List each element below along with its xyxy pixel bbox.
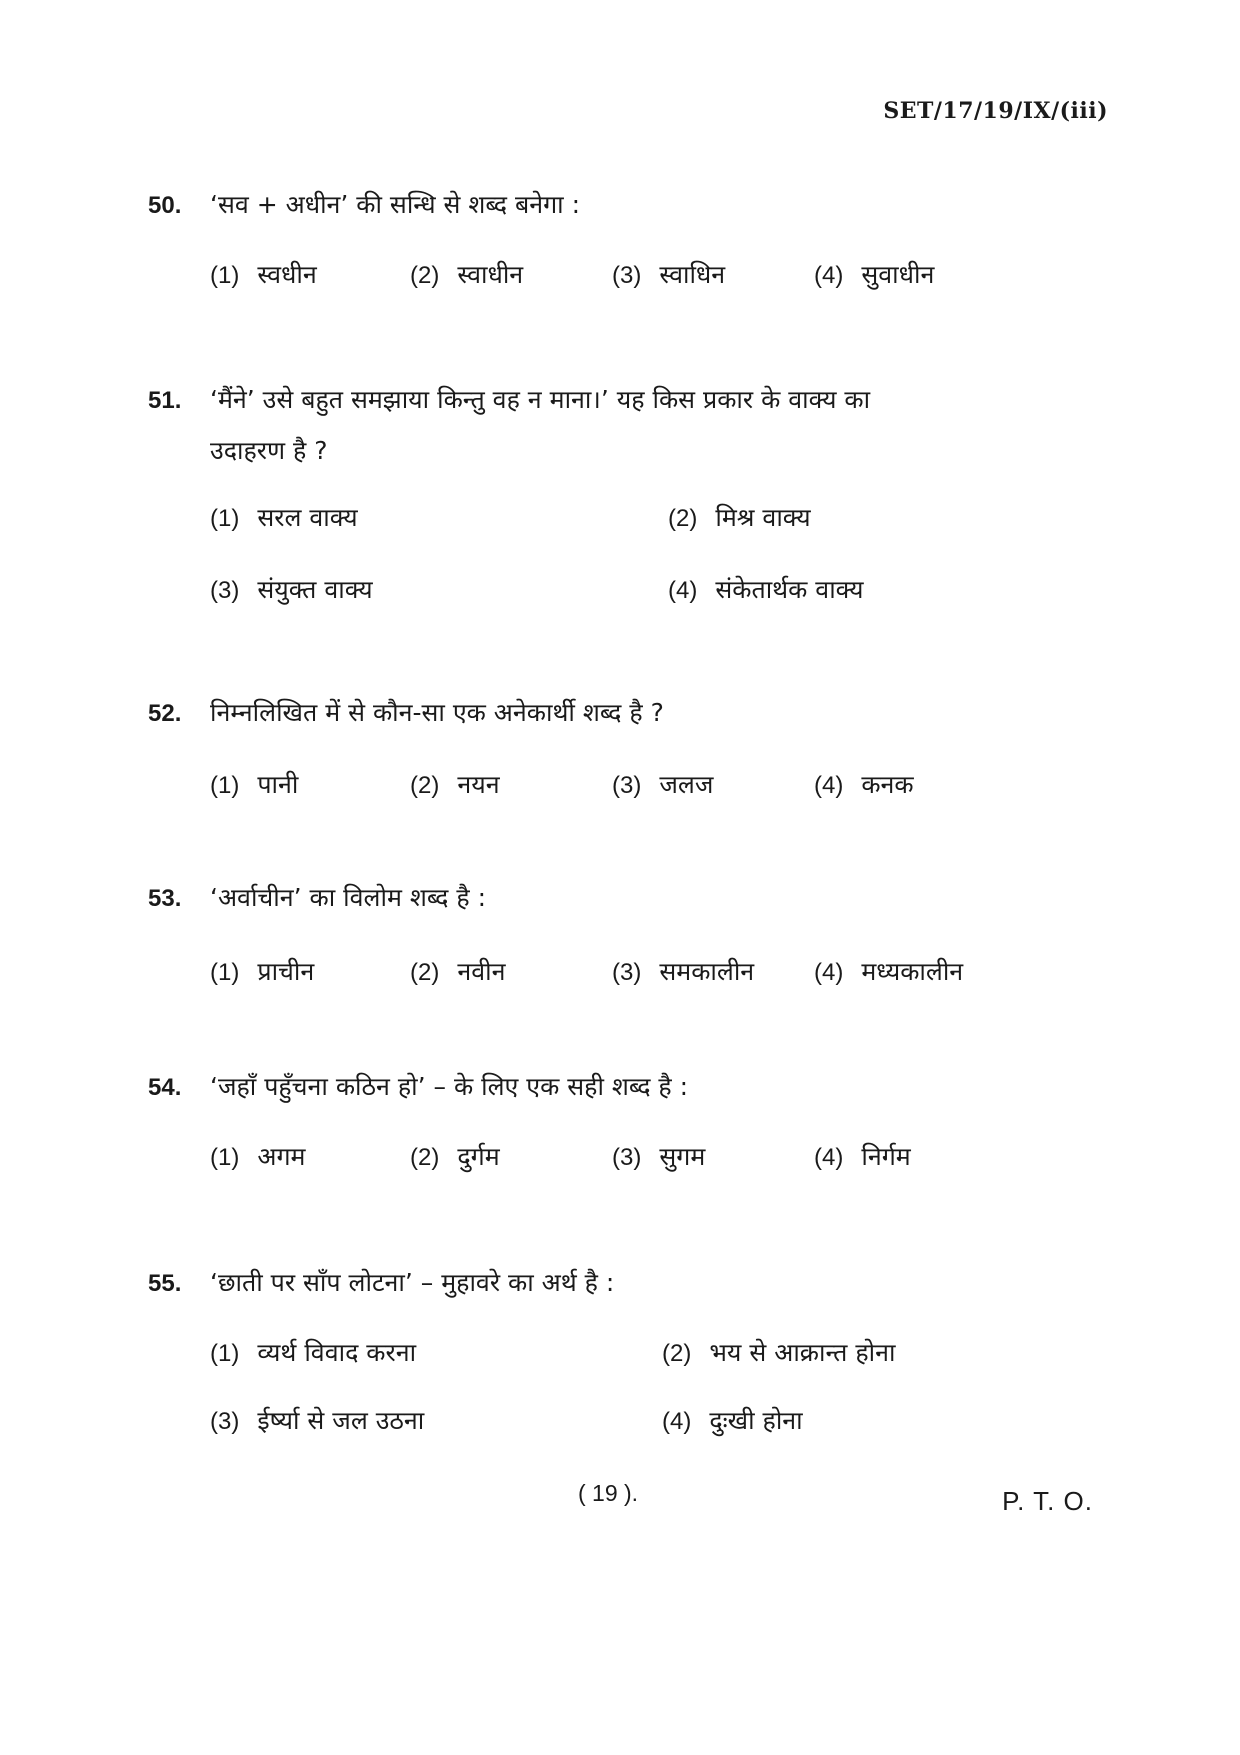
option-text: ईर्ष्या से जल उठना	[257, 1406, 425, 1435]
question-text: ‘जहाँ पहुँचना कठिन हो’ – के लिए एक सही शब्द है :	[210, 1072, 689, 1101]
option-1[interactable]	[210, 500, 358, 534]
option-text: निर्गम	[861, 1142, 911, 1171]
option-number: (2)	[410, 1144, 440, 1171]
question-50	[148, 180, 1108, 297]
question-text: ‘छाती पर साँप लोटना’ – मुहावरे का अर्थ है :	[210, 1268, 615, 1297]
option-4[interactable]	[668, 572, 864, 606]
option-2[interactable]	[662, 1335, 895, 1369]
question-text: ‘मैंने’ उसे बहुत समझाया किन्तु वह न माना।’ यह किस प्रकार के वाक्य का	[210, 385, 871, 414]
question-text: ‘सव + अधीन’ की सन्धि से शब्द बनेगा :	[210, 190, 581, 219]
options-row	[210, 257, 1108, 297]
option-4[interactable]	[612, 1139, 705, 1173]
option-number: (3)	[210, 1408, 240, 1435]
option-4[interactable]	[814, 767, 914, 801]
option-number: (3)	[612, 772, 642, 799]
option-2[interactable]	[410, 1139, 500, 1173]
option-text: सुवाधीन	[861, 260, 935, 289]
question-text: निम्नलिखित में से कौन-सा एक अनेकार्थी शब्द है ?	[210, 698, 664, 727]
question-number: 54.	[148, 1074, 182, 1101]
option-number: (1)	[210, 1144, 240, 1171]
question-52	[148, 688, 1108, 807]
question-number: 53.	[148, 885, 182, 912]
paper-code: SET/17/19/IX/(iii)	[883, 98, 1108, 124]
option-text: मध्यकालीन	[861, 957, 964, 986]
option-number: (2)	[668, 505, 698, 532]
option-2[interactable]	[410, 767, 500, 801]
option-number: (3)	[612, 262, 642, 289]
option-number: (2)	[410, 772, 440, 799]
question-51	[148, 375, 1108, 612]
question-text: ‘अर्वाचीन’ का विलोम शब्द है :	[210, 883, 487, 912]
option-number: (4)	[814, 1144, 844, 1171]
options-row	[210, 500, 1108, 540]
option-number: (4)	[814, 772, 844, 799]
option-text: भय से आक्रान्त होना	[709, 1338, 896, 1367]
option-3[interactable]	[612, 954, 754, 988]
question-text-continued: उदाहरण है ?	[210, 436, 328, 465]
option-text: स्वाधीन	[457, 260, 524, 289]
options-row	[210, 1139, 1108, 1179]
option-text: जलज	[659, 770, 714, 799]
question-55	[148, 1258, 1108, 1443]
option-3[interactable]	[612, 257, 725, 291]
options-row	[210, 1403, 1108, 1443]
page-number: ( 19 ).	[578, 1480, 639, 1506]
question-53	[148, 873, 1108, 994]
option-4[interactable]	[814, 257, 934, 291]
option-number: (2)	[410, 262, 440, 289]
option-text: समकालीन	[659, 957, 755, 986]
option-1[interactable]	[210, 1335, 416, 1369]
option-number: (3)	[210, 577, 240, 604]
options-row	[210, 572, 1108, 612]
options-row	[210, 767, 1108, 807]
option-2[interactable]	[410, 954, 505, 988]
option-number: (2)	[662, 1340, 692, 1367]
option-1[interactable]	[210, 257, 317, 291]
option-text: पानी	[257, 770, 299, 799]
option-number: (3)	[612, 959, 642, 986]
options-row	[210, 954, 1108, 994]
option-3[interactable]	[210, 1403, 424, 1437]
option-text: संकेतार्थक वाक्य	[715, 575, 864, 604]
question-54	[148, 1062, 1108, 1179]
option-number: (2)	[410, 959, 440, 986]
question-number: 50.	[148, 192, 182, 219]
option-text: स्वाधिन	[659, 260, 726, 289]
option-text: नयन	[457, 770, 500, 799]
option-number: (4)	[662, 1408, 692, 1435]
option-number: (1)	[210, 959, 240, 986]
option-text: कनक	[861, 770, 914, 799]
option-2[interactable]	[668, 500, 811, 534]
option-4[interactable]	[814, 1139, 911, 1173]
option-number: (1)	[210, 505, 240, 532]
option-3[interactable]	[612, 767, 713, 801]
option-text: अगम	[257, 1142, 306, 1171]
option-text: स्वधीन	[257, 260, 317, 289]
option-text: मिश्र वाक्य	[715, 503, 811, 532]
option-1[interactable]	[210, 1139, 305, 1173]
option-4[interactable]	[662, 1403, 803, 1437]
option-text: नवीन	[457, 957, 506, 986]
question-number: 51.	[148, 387, 182, 414]
option-1[interactable]	[210, 954, 314, 988]
option-1[interactable]	[210, 767, 298, 801]
question-number: 52.	[148, 700, 182, 727]
option-number: (1)	[210, 772, 240, 799]
option-text: दुःखी होना	[709, 1406, 803, 1435]
option-text: सुगम	[659, 1142, 706, 1171]
option-number: (4)	[814, 959, 844, 986]
option-2[interactable]	[410, 257, 523, 291]
option-text: सरल वाक्य	[257, 503, 358, 532]
option-text: व्यर्थ विवाद करना	[257, 1338, 417, 1367]
option-3[interactable]	[210, 572, 373, 606]
question-number: 55.	[148, 1270, 182, 1297]
option-4[interactable]	[814, 954, 963, 988]
please-turn-over: P. T. O.	[1002, 1486, 1093, 1516]
option-number: (3)	[612, 1144, 642, 1171]
option-text: दुर्गम	[457, 1142, 500, 1171]
option-text: संयुक्त वाक्य	[257, 575, 373, 604]
option-number: (1)	[210, 1340, 240, 1367]
option-number: (1)	[210, 262, 240, 289]
option-number: (4)	[668, 577, 698, 604]
options-row	[210, 1335, 1108, 1375]
option-number: (4)	[814, 262, 844, 289]
option-text: प्राचीन	[257, 957, 315, 986]
